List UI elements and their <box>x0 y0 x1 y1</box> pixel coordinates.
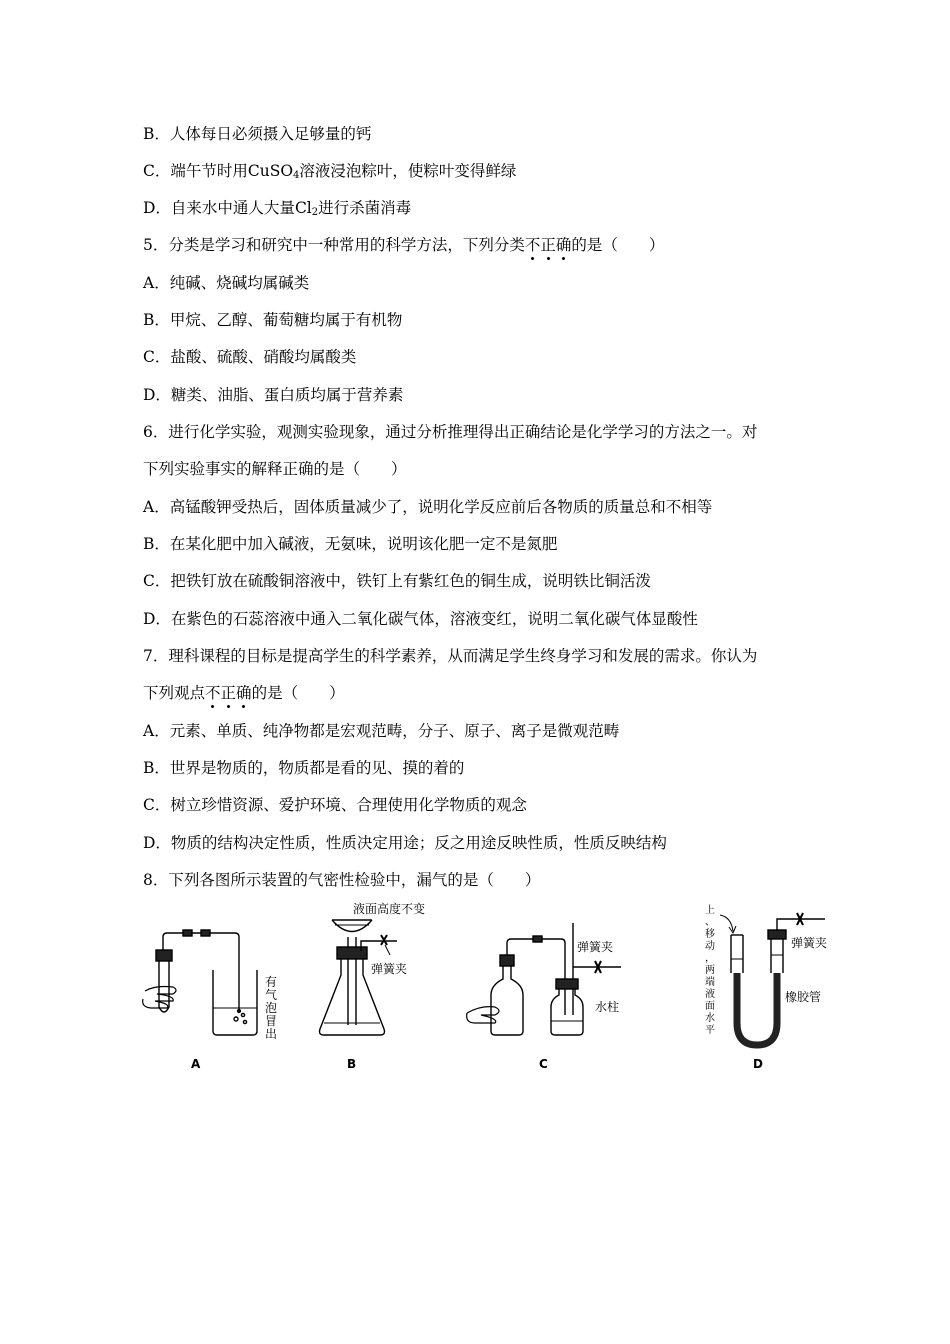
q4-option-d: D．自来水中通人大量$Cl_2$进行杀菌消毒 <box>143 199 412 218</box>
q5-stem: 5．分类是学习和研究中一种常用的科学方法，下列分类不正确的是（ ） <box>143 236 665 254</box>
figure-d-label-side-7: 端 <box>705 977 715 988</box>
figure-a-label-4: 冒 <box>265 1014 278 1028</box>
q7-stem-line2: 下列观点不正确的是（ ） <box>143 684 345 702</box>
figure-a-caption: A <box>191 1057 201 1071</box>
figure-c-label-water: 水柱 <box>595 1000 620 1014</box>
q7-option-a: A．元素、单质、纯净物都是宏观范畴，分子、原子、离子是微观范畴 <box>143 722 620 740</box>
q8-stem: 8．下列各图所示装置的气密性检验中，漏气的是（ ） <box>143 871 541 889</box>
q7-option-b: B．世界是物质的，物质都是看的见、摸的着的 <box>143 759 465 777</box>
figure-d-label-clip: 弹簧夹 <box>791 936 828 950</box>
figure-d-label-side-1: 上 <box>705 905 715 916</box>
apparatus-c <box>467 923 621 1071</box>
q4-option-c: C．端午节时用CuSO$_4$溶液浸泡粽叶，使粽叶变得鲜绿 <box>143 162 517 181</box>
figure-d-caption: D <box>753 1057 763 1071</box>
q6-option-b: B．在某化肥中加入碱液，无氨味，说明该化肥一定不是氮肥 <box>143 535 558 553</box>
apparatus-figure <box>135 895 850 1080</box>
figure-d-label-side-6: 两 <box>705 965 715 976</box>
figure-d-label-tube: 橡胶管 <box>785 990 822 1004</box>
figure-c-label-clip: 弹簧夹 <box>577 940 614 954</box>
q7-option-c: C．树立珍惜资源、爱护环境、合理使用化学物质的观念 <box>143 796 527 814</box>
figure-d-label-side-4: 动 <box>705 941 715 952</box>
q4-option-b: B．人体每日必须摄入足够量的钙 <box>143 125 372 143</box>
figure-a-label-2: 气 <box>265 988 278 1002</box>
q6-option-c: C．把铁钉放在硫酸铜溶液中，铁钉上有紫红色的铜生成，说明铁比铜活泼 <box>143 572 651 590</box>
figure-d-label-side-8: 液 <box>705 989 715 1000</box>
q7-option-d: D．物质的结构决定性质，性质决定用途；反之用途反映性质，性质反映结构 <box>143 834 667 852</box>
figure-d-label-side-10: 水 <box>705 1013 715 1024</box>
apparatus-d <box>705 903 827 1071</box>
q6-stem-line2: 下列实验事实的解释正确的是（ ） <box>143 460 407 478</box>
q6-stem-line1: 6．进行化学实验，观测实验现象，通过分析推理得出正确结论是化学学习的方法之一。对 <box>143 423 758 441</box>
figure-d-label-side-11: 平 <box>705 1025 715 1036</box>
q7-stem-line1: 7．理科课程的目标是提高学生的科学素养，从而满足学生终身学习和发展的需求。你认为 <box>143 647 758 665</box>
figure-d-label-side-3: 移 <box>705 929 715 940</box>
q5-option-b: B．甲烷、乙醇、葡萄糖均属于有机物 <box>143 311 403 329</box>
q5-option-a: A．纯碱、烧碱均属碱类 <box>143 274 310 292</box>
figure-d-label-side-2: 、 <box>705 917 715 928</box>
figure-d-label-side-9: 面 <box>705 1001 715 1012</box>
figure-a-label-5: 出 <box>265 1027 278 1041</box>
apparatus-a <box>143 930 277 1071</box>
figure-b-label-clip: 弹簧夹 <box>371 962 408 976</box>
figure-d-label-side-5: ， <box>705 953 715 964</box>
q5-option-c: C．盐酸、硫酸、硝酸均属酸类 <box>143 348 357 366</box>
q5-option-d: D．糖类、油脂、蛋白质均属于营养素 <box>143 386 404 404</box>
apparatus-b <box>320 901 426 1071</box>
figure-c-caption: C <box>539 1057 548 1071</box>
q6-option-d: D．在紫色的石蕊溶液中通入二氧化碳气体，溶液变红，说明二氧化碳气体显酸性 <box>143 610 698 628</box>
figure-b-caption: B <box>347 1057 357 1071</box>
figure-a-label-3: 泡 <box>265 1001 278 1015</box>
figure-a-label-1: 有 <box>265 975 278 989</box>
q6-option-a: A．高锰酸钾受热后，固体质量减少了，说明化学反应前后各物质的质量总和不相等 <box>143 498 713 516</box>
figure-b-label-top: 液面高度不变 <box>353 902 426 916</box>
